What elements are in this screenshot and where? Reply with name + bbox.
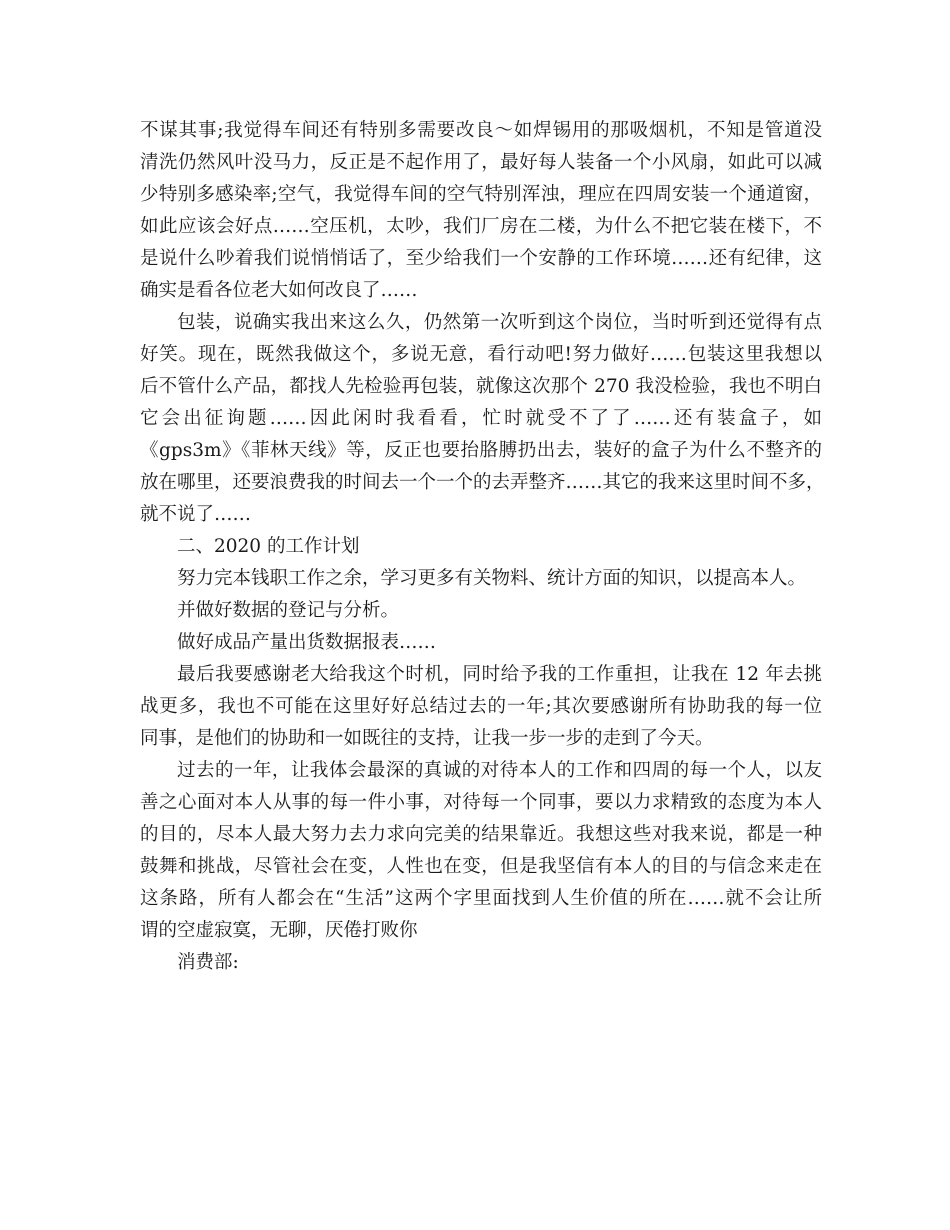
paragraph (140, 659, 822, 755)
text-line: 好笑。现在，既然我做这个，多说无意，看行动吧!努力做好……包装这里我想以 (140, 344, 822, 365)
text-line: 最后我要感谢老大给我这个时机，同时给予我的工作重担，让我在 12 年去挑 (177, 664, 822, 685)
paragraph (140, 755, 822, 947)
text-line: 放在哪里，还要浪费我的时间去一个一个的去弄整齐……其它的我来这里时间不多， (140, 472, 825, 493)
text-line: 是说什么吵着我们说悄悄话了，至少给我们一个安静的工作环境……还有纪律，这 (140, 248, 822, 269)
text-line: 同事，是他们的协助和一如既往的支持，让我一步一步的走到了今天。 (140, 728, 714, 749)
plan-item: 做好成品产量出货数据报表…… (177, 632, 437, 653)
plan-item: 努力完本钱职工作之余，学习更多有关物料、统计方面的知识，以提高本人。 (177, 568, 807, 589)
text-line: 如此应该会好点……空压机，太吵，我们厂房在二楼，为什么不把它装在楼下，不 (140, 216, 822, 237)
text-line: 就不说了…… (140, 504, 252, 525)
department-heading: 消费部: (177, 952, 239, 973)
text-line: 的目的，尽本人最大努力去力求向完美的结果靠近。我想这些对我来说，都是一种 (140, 824, 822, 845)
paragraph (140, 115, 822, 307)
text-line: 鼓舞和挑战，尽管社会在变，人性也在变，但是我坚信有本人的目的与信念来走在 (140, 856, 822, 877)
text-line: 后不管什么产品，都找人先检验再包装，就像这次那个 270 我没检验，我也不明白 (140, 376, 822, 397)
text-line: 谓的空虚寂寞，无聊，厌倦打败你 (140, 920, 418, 941)
text-line: 善之心面对本人从事的每一件小事，对待每一个同事，要以力求精致的态度为本人 (140, 792, 822, 813)
text-line: 它会出征询题……因此闲时我看看，忙时就受不了了……还有装盒子，如 (140, 408, 822, 429)
text-line: 确实是看各位老大如何改良了…… (140, 280, 418, 301)
paragraph (140, 307, 825, 531)
text-line: 《gps3m》《菲林天线》等，反正也要抬胳膊扔出去，装好的盒子为什么不整齐的 (140, 440, 822, 461)
text-line: 清洗仍然风叶没马力，反正是不起作用了，最好每人装备一个小风扇，如此可以减 (140, 152, 822, 173)
text-line: 战更多，我也不可能在这里好好总结过去的一年;其次要感谢所有协助我的每一位 (140, 696, 822, 717)
text-line: 少特别多感染率;空气，我觉得车间的空气特别浑浊，理应在四周安装一个通道窗， (140, 184, 822, 205)
text-line: 不谋其事;我觉得车间还有特别多需要改良～如焊锡用的那吸烟机，不知是管道没 (140, 120, 822, 141)
text-line: 这条路，所有人都会在“生活”这两个字里面找到人生价值的所在……就不会让所 (140, 888, 822, 909)
text-line: 过去的一年，让我体会最深的真诚的对待本人的工作和四周的每一个人，以友 (177, 760, 822, 781)
text-line: 包装，说确实我出来这么久，仍然第一次听到这个岗位，当时听到还觉得有点 (177, 312, 822, 333)
document-body (140, 115, 825, 979)
plan-item: 并做好数据的登记与分析。 (177, 600, 400, 621)
section-heading: 二、2020 的工作计划 (177, 536, 360, 557)
